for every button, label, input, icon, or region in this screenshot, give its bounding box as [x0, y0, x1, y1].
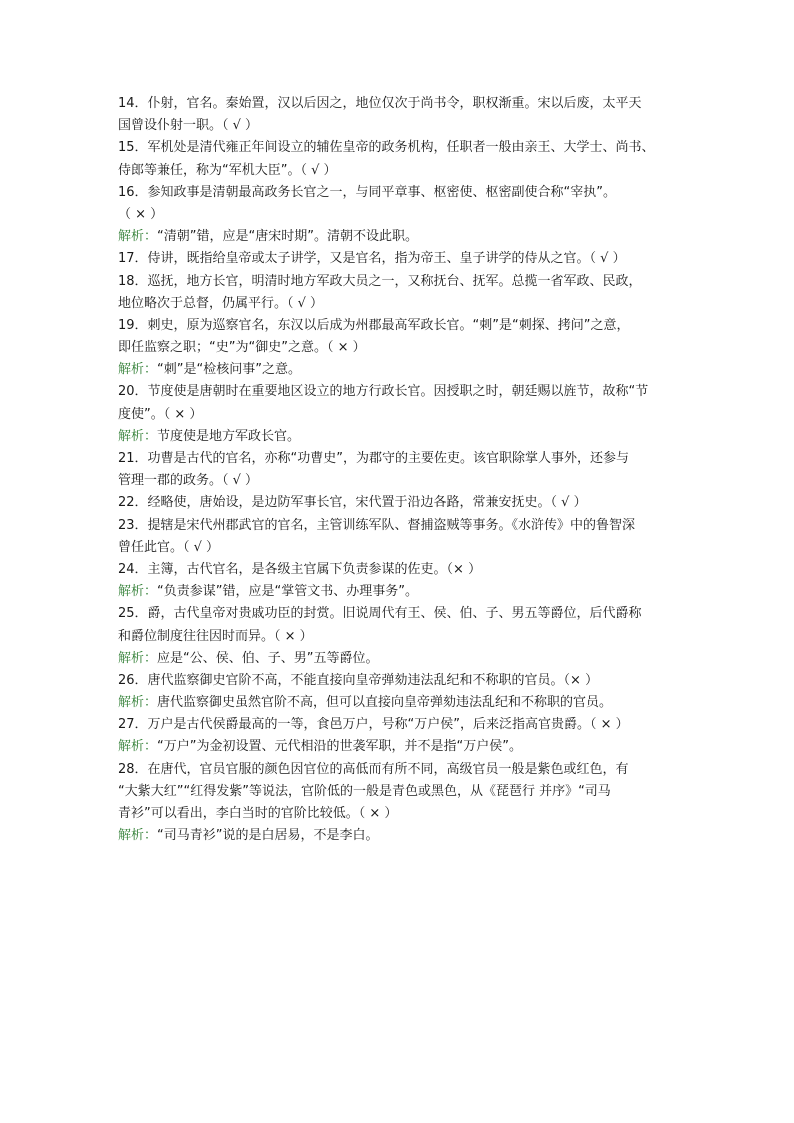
text-line: 28．在唐代，官员官服的颜色因官位的高低而有所不同，高级官员一般是紫色或红色，有 [118, 761, 629, 777]
text-line: 即任监察之职；“史”为“御史”之意。（ × ） [118, 340, 366, 356]
text-line: 27．万户是古代侯爵最高的一等，食邑万户，号称“万户侯”，后来泛指高官贵爵。（ × ） [118, 717, 629, 733]
analysis-text: “负责参谋”错，应是“掌管文书、办理事务”。 [157, 584, 418, 600]
text-line: 21．功曹是古代的官名，亦称“功曹史”，为郡守的主要佐吏。该官职除掌人事外，还参与 [118, 451, 630, 466]
analysis-line [118, 648, 678, 670]
text-line: 20．节度使是唐朝时在重要地区设立的地方行政长官。因授职之时，朝廷赐以旌节，故称“节 [118, 384, 649, 400]
text-line: 26．唐代监察御史官阶不高，不能直接向皇帝弹劾违法乱纪和不称职的官员。（× ） [118, 672, 599, 688]
analysis-text: “清朝”错，应是“唐宋时期”。清朝不设此职。 [157, 229, 418, 245]
text-line: 19．刺史，原为巡察官名，东汉以后成为州郡最高军政长官。“刺”是“刺探、拷问”之意， [118, 317, 630, 333]
analysis-text: “司马青衫”说的是白居易，不是李白。 [157, 828, 379, 844]
text-line: （ × ） [118, 206, 164, 222]
analysis-line [118, 736, 678, 758]
analysis-label: 解析： [118, 229, 158, 245]
analysis-text: 唐代监察御史虽然官阶不高，但可以直接向皇帝弹劾违法乱纪和不称职的官员。 [157, 695, 613, 711]
text-line: 23．提辖是宋代州郡武官的官名，主管训练军队、督捕盗贼等事务。《水浒传》中的鲁智深 [118, 517, 636, 533]
text-line: 18．巡抚，地方长官，明清时地方军政大员之一，又称抚台、抚军。总揽一省军政、民政， [118, 273, 642, 289]
text-line: 侍郎等兼任，称为“军机大臣”。（ √ ） [118, 162, 337, 178]
analysis-line [118, 581, 678, 603]
analysis-text: “刺”是“检核问事”之意。 [157, 362, 301, 378]
text-line: 曾任此官。（ √ ） [118, 539, 220, 555]
analysis-text: “万户”为金初设置、元代相沿的世袭军职，并不是指“万户侯”。 [157, 739, 522, 755]
text-line: 和爵位制度往往因时而异。（ × ） [118, 628, 313, 644]
text-line: 地位略次于总督，仍属平行。（ √ ） [118, 295, 324, 311]
analysis-line [118, 692, 678, 714]
analysis-label: 解析： [118, 828, 158, 844]
analysis-line [118, 359, 678, 381]
document-body [118, 93, 678, 847]
analysis-label: 解析： [118, 362, 158, 378]
analysis-text: 节度使是地方军政长官。 [157, 428, 301, 444]
analysis-line [118, 226, 678, 248]
text-line: “大紫大红”“红得发紫”等说法，官阶低的一般是青色或黑色，从《琵琶行 并序》“司马 [118, 783, 611, 799]
text-line: 14．仆射，官名。秦始置，汉以后因之，地位仅次于尚书令，职权渐重。宋以后废，太平天 [118, 96, 642, 111]
text-line: 16．参知政事是清朝最高政务长官之一，与同平章事、枢密使、枢密副使合称“宰执”。 [118, 184, 617, 200]
analysis-label: 解析： [118, 695, 158, 711]
text-line: 度使”。（ × ） [118, 406, 203, 422]
analysis-label: 解析： [118, 650, 158, 666]
text-line: 22．经略使，唐始设，是边防军事长官，宋代置于沿边各路，常兼安抚史。（ √ ） [118, 495, 587, 511]
analysis-line [118, 426, 678, 448]
analysis-line [118, 825, 678, 847]
analysis-label: 解析： [118, 739, 158, 755]
text-line: 青衫”可以看出，李白当时的官阶比较低。（ × ） [118, 806, 398, 821]
text-line: 17．侍讲，既指给皇帝或太子讲学，又是官名，指为帝王、皇子讲学的侍从之官。（ √ ） [118, 251, 626, 267]
text-line: 24．主簿，古代官名，是各级主官属下负责参谋的佐吏。（× ） [118, 561, 482, 577]
text-line: 国曾设仆射一职。（ √ ） [118, 118, 259, 134]
analysis-label: 解析： [118, 428, 158, 444]
analysis-text: 应是“公、侯、伯、子、男”五等爵位。 [157, 650, 379, 666]
text-line: 25．爵，古代皇帝对贵戚功臣的封赏。旧说周代有王、侯、伯、子、男五等爵位，后代爵称 [118, 606, 642, 622]
text-line: 管理一郡的政务。（ √ ） [118, 473, 259, 489]
text-line: 15．军机处是清代雍正年间设立的辅佐皇帝的政务机构，任职者一般由亲王、大学士、尚书、 [118, 140, 655, 156]
analysis-label: 解析： [118, 584, 158, 600]
